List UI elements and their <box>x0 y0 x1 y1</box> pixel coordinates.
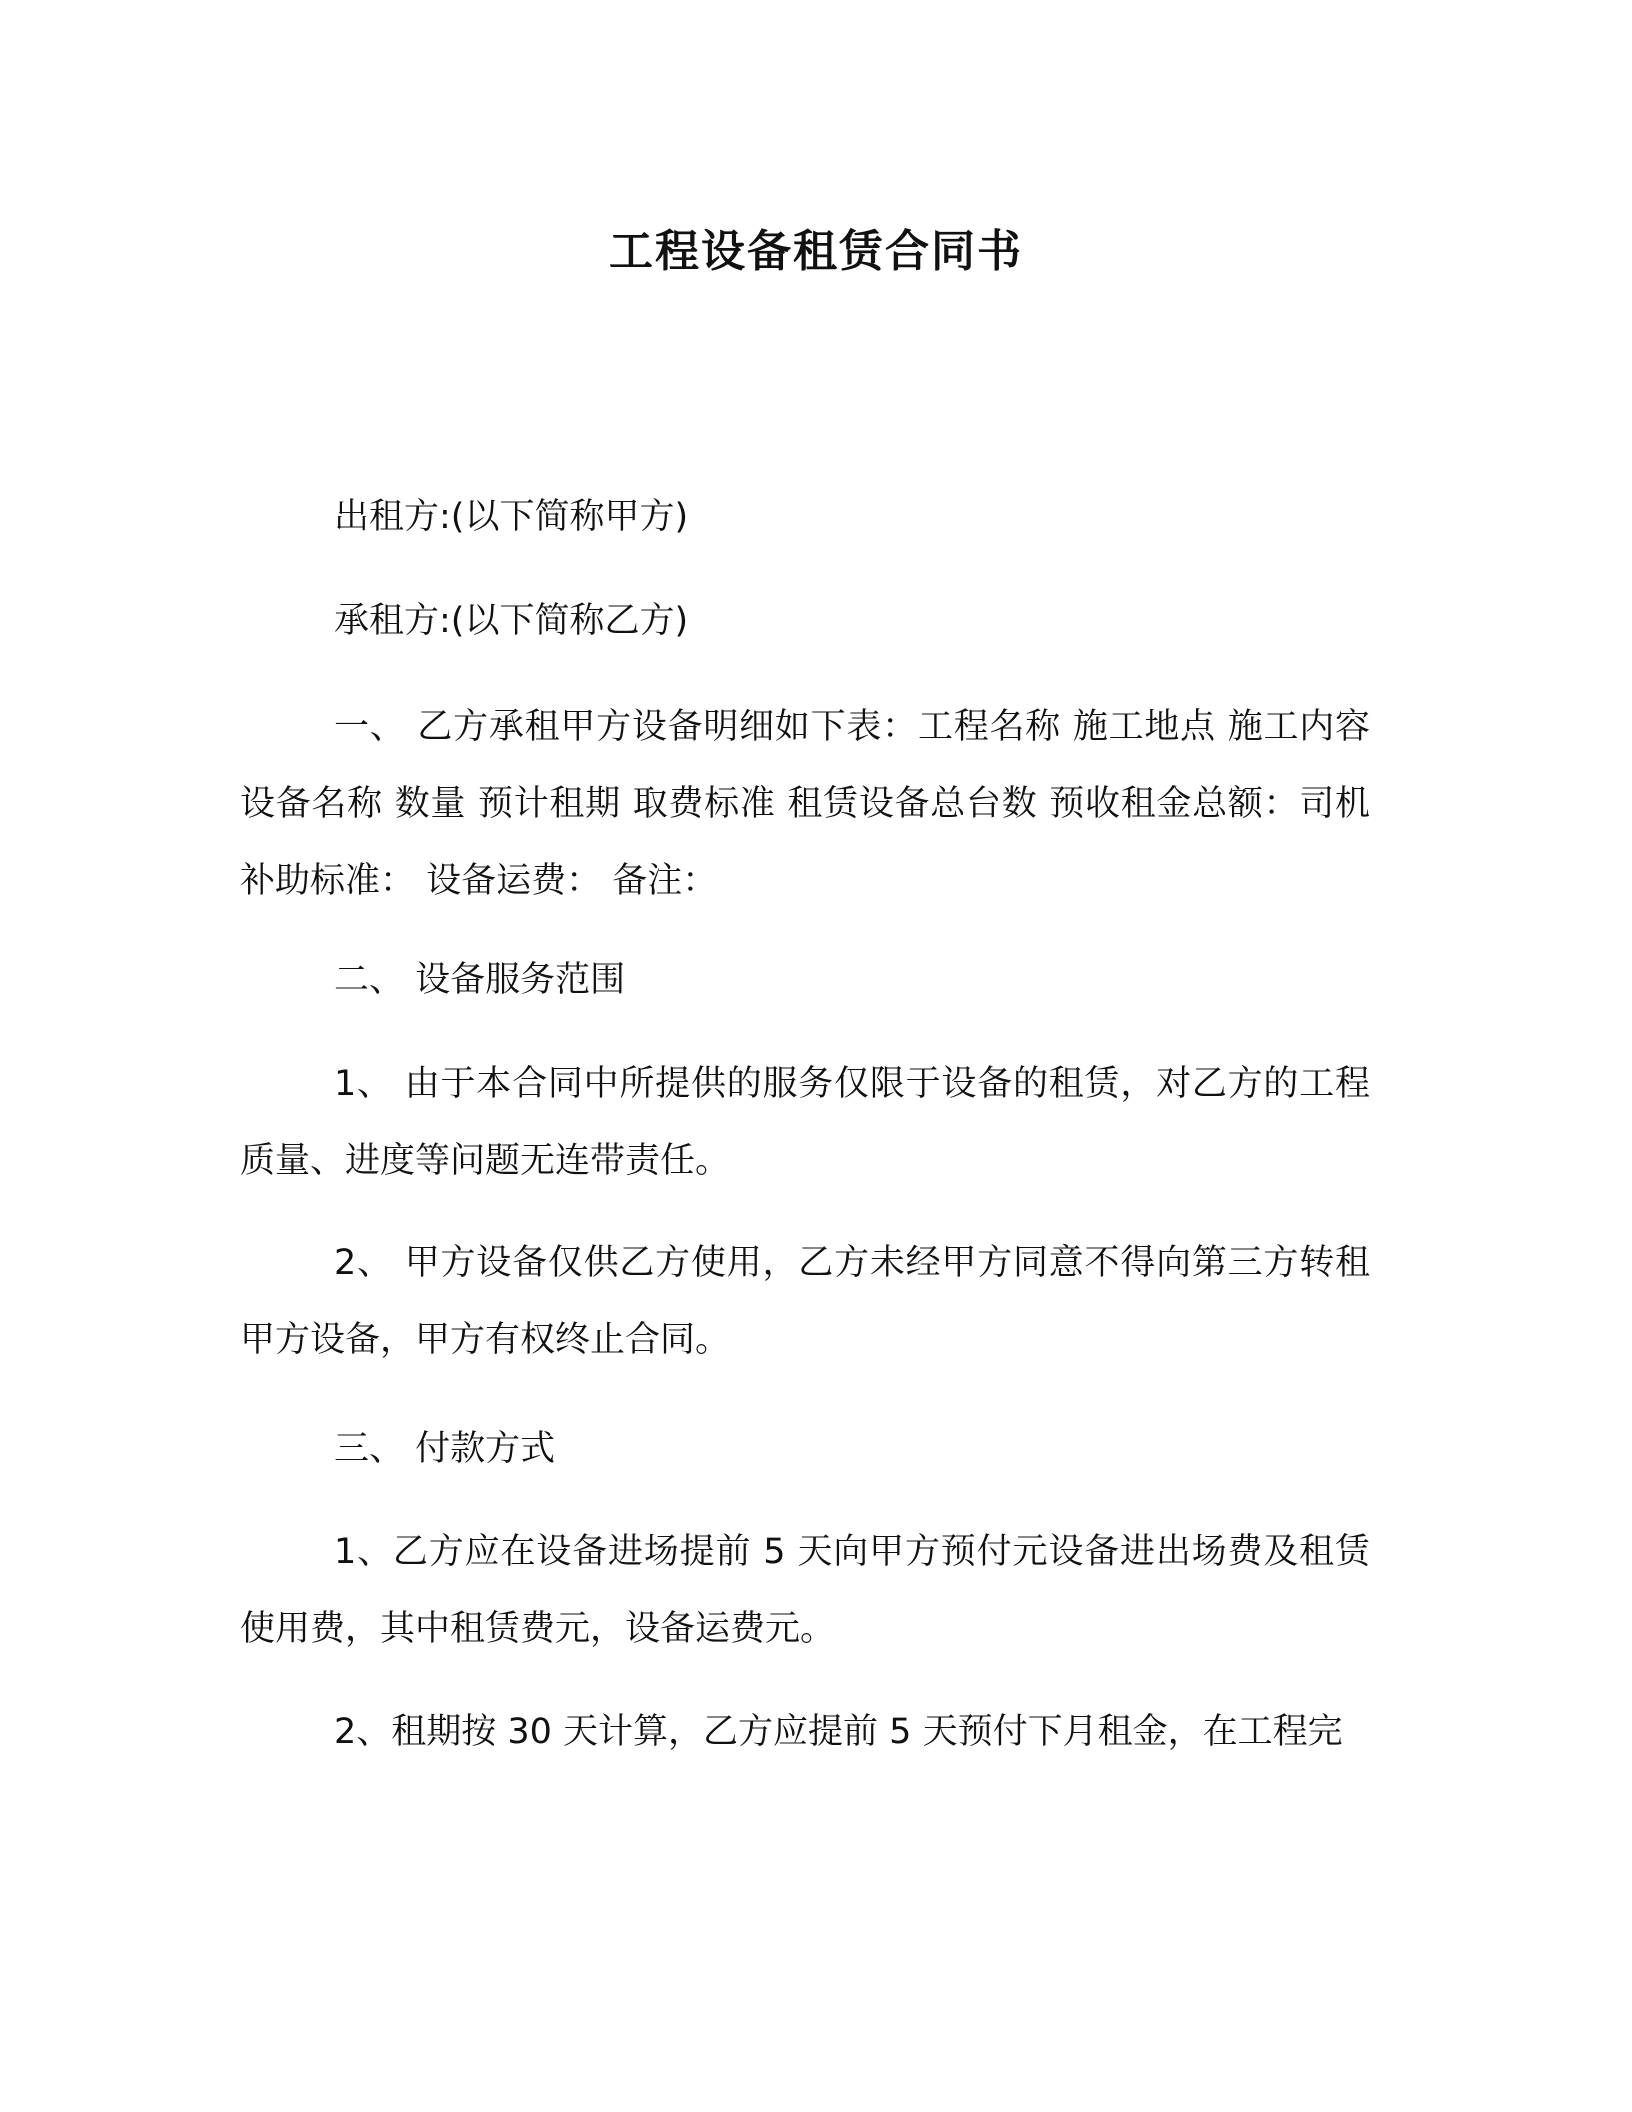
lessor-line: 出租方:(以下简称甲方) <box>334 497 689 537</box>
section-3-item-1 <box>240 1514 1370 1668</box>
section-2-heading: 二、 设备服务范围 <box>334 960 626 1000</box>
document-title: 工程设备租赁合同书 <box>609 226 1023 277</box>
lessee-line: 承租方:(以下简称乙方) <box>334 601 689 641</box>
section-1-text: 一、 乙方承租甲方设备明细如下表：工程名称 施工地点 施工内容 设备名称 数量 预计租期 取费标准 租赁设备总台数 预收租金总额：司机补助标准： 设备运费： 备注： <box>240 707 1370 901</box>
section-3-item-2-text: 2、租期按 30 天计算，乙方应提前 5 天预付下月租金，在工程完 <box>334 1712 1343 1752</box>
section-3-item-2 <box>240 1694 1370 1771</box>
section-3-heading: 三、 付款方式 <box>334 1429 556 1469</box>
section-2-item-2 <box>240 1225 1370 1379</box>
section-2-item-2-text: 2、 甲方设备仅供乙方使用，乙方未经甲方同意不得向第三方转租甲方设备，甲方有权终止合同。 <box>240 1243 1370 1360</box>
section-1 <box>240 689 1370 920</box>
section-2-item-1 <box>240 1046 1370 1200</box>
section-2-item-1-text: 1、 由于本合同中所提供的服务仅限于设备的租赁，对乙方的工程质量、进度等问题无连带责任。 <box>240 1064 1370 1181</box>
section-3-item-1-text: 1、乙方应在设备进场提前 5 天向甲方预付元设备进出场费及租赁使用费，其中租赁费元，设备运费元。 <box>240 1532 1370 1649</box>
